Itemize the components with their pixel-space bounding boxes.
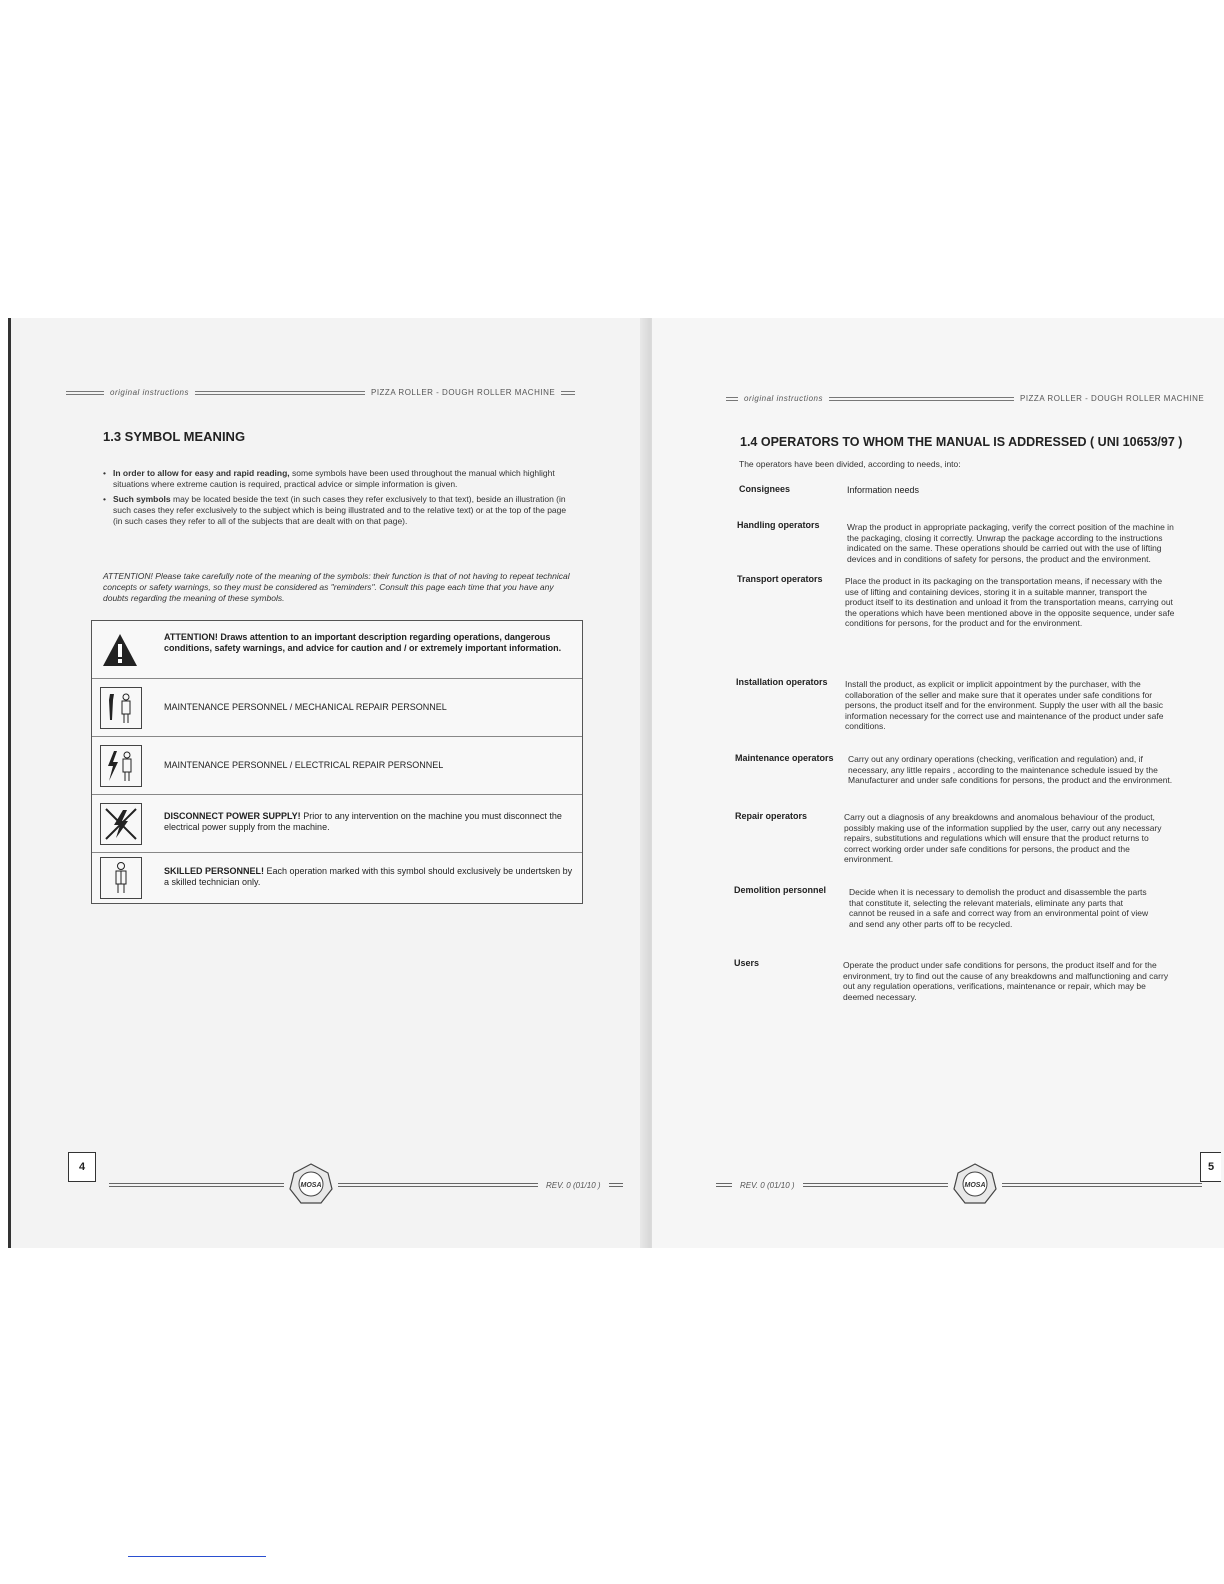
- link-underline: [128, 1556, 266, 1557]
- footer-rule: [109, 1183, 284, 1187]
- footer-rule: [609, 1183, 623, 1187]
- disconnect-power-icon: [100, 803, 142, 845]
- header-original-instructions: original instructions: [110, 388, 189, 397]
- bullet-item: • Such symbols may be located beside the text (in such cases they refer exclusively to that text), beside an illustration (in such cases they refer exclusively to the subject which is being illustrated and to the relative text) or at the top of the page (in such cases they refer to all of the subjects that are dealt with on that page).: [103, 494, 571, 527]
- mechanical-repair-icon: [100, 687, 142, 729]
- header-original-instructions: original instructions: [744, 394, 823, 403]
- symbol-bullets: [103, 468, 571, 531]
- symbol-row-disconnect: [92, 795, 582, 853]
- electrical-repair-icon: [100, 745, 142, 787]
- operator-label: Maintenance operators: [735, 753, 834, 763]
- logo-emblem: [952, 1162, 998, 1208]
- page-number-5: 5: [1200, 1152, 1221, 1182]
- operator-desc: Decide when it is necessary to demolish the product and disassemble the parts that constitute it, selecting the relevant materials, eliminate any parts that cannot be reused in a safe and correct way from an environmental point of view and send any other parts off to be recycled.: [849, 887, 1149, 929]
- left-page: [8, 318, 651, 1248]
- right-page-header: [726, 394, 1222, 403]
- manual-spread: [0, 318, 1224, 1248]
- symbol-desc: MAINTENANCE PERSONNEL / MECHANICAL REPAIR PERSONNEL: [164, 702, 447, 712]
- symbol-table: [91, 620, 583, 904]
- logo-text: MOSA: [964, 1182, 986, 1189]
- header-machine-name: PIZZA ROLLER - DOUGH ROLLER MACHINE: [370, 388, 556, 397]
- symbol-row-electrical: [92, 737, 582, 795]
- operator-desc: Wrap the product in appropriate packaging, verify the correct position of the machine in the packaging, closing it correctly. Unwrap the package according to the instructions indicated on the same. These operations should be carried out with the use of lifting devices and in conditions of safety for persons, the product and the environment.: [847, 522, 1174, 564]
- page-number-4: 4: [68, 1152, 96, 1182]
- header-machine-name: PIZZA ROLLER - DOUGH ROLLER MACHINE: [1019, 394, 1205, 403]
- footer-revision: REV. 0 (01/10 ): [740, 1180, 795, 1190]
- operator-label: Transport operators: [737, 574, 823, 584]
- operator-desc: Carry out a diagnosis of any breakdowns and anomalous behaviour of the product, possibly making use of the information supplied by the user, carry out any necessary repairs, substitutions and regulations which will ensure that the product returns to correct working order under safe conditions for persons, the product and the environment.: [844, 812, 1162, 864]
- header-rule: [829, 397, 1014, 401]
- logo-text: MOSA: [300, 1182, 322, 1189]
- right-page: [652, 318, 1224, 1248]
- operator-desc: Carry out any ordinary operations (checking, verification and regulation) and, if necessary, any little repairs , according to the maintenance schedule issued by the Manufacturer and under safe conditions for persons, the product and the environment.: [848, 754, 1173, 785]
- column-header-information-needs: Information needs: [847, 485, 920, 495]
- symbol-row-mechanical: [92, 679, 582, 737]
- symbol-desc: SKILLED PERSONNEL! Each operation marked with this symbol should exclusively be undertsken by a skilled technician only.: [164, 866, 573, 887]
- header-rule: [726, 397, 738, 401]
- operator-label: Handling operators: [737, 520, 820, 530]
- operator-label: Demolition personnel: [734, 885, 827, 895]
- symbol-desc: ATTENTION! Draws attention to an important description regarding operations, dangerous conditions, safety warnings, and advice for caution and / or extremely important information.: [164, 632, 562, 653]
- section-title-symbol-meaning: 1.3 SYMBOL MEANING: [103, 429, 246, 444]
- header-rule: [66, 391, 104, 395]
- skilled-personnel-icon: [100, 857, 142, 899]
- header-rule: [561, 391, 575, 395]
- symbol-row-attention: [92, 621, 582, 679]
- operator-label: Users: [734, 958, 760, 968]
- warning-triangle-icon: [100, 630, 140, 670]
- operator-desc: Operate the product under safe conditions for persons, the product itself and for the environment, try to find out the cause of any breakdowns and malfunctioning and carry out any regulation operations, verifications, maintenance or repair, which may be deemed necessary.: [843, 960, 1169, 1002]
- footer-rule: [338, 1183, 538, 1187]
- logo-emblem: [288, 1162, 334, 1208]
- operators-intro: The operators have been divided, according to needs, into:: [739, 459, 961, 469]
- attention-note: ATTENTION! Please take carefully note of the meaning of the symbols: their function is that of not having to repeat technical concepts or safety warnings, so they must be considered as "reminders". Consult this page each time that you have any doubts regarding the meaning of these symbols.: [103, 571, 570, 603]
- footer-rule: [716, 1183, 732, 1187]
- operator-desc: Place the product in its packaging on the transportation means, if necessary with the use of lifting and containing devices, storing it in a suitable manner, transport the product itself to its destination and unload it from the transportation means, carrying out the operations which have been mentioned above in the opposite sequence, under safe conditions for persons, for the product and for the environment.: [845, 576, 1175, 628]
- operator-desc: Install the product, as explicit or implicit appointment by the purchaser, with the collaboration of the seller and make sure that it operates under safe conditions for persons, the product itself and for the environment. Supply the user with all the basic information necessary for the correct use and maintenance of the product under safe conditions.: [845, 679, 1164, 731]
- left-page-header: [66, 388, 586, 397]
- symbol-desc: DISCONNECT POWER SUPPLY! Prior to any intervention on the machine you must disconnect the electrical power supply from the machine.: [164, 811, 562, 832]
- footer-revision: REV. 0 (01/10 ): [546, 1180, 601, 1190]
- left-page-footer: [109, 1162, 623, 1208]
- right-page-footer: [716, 1162, 1202, 1208]
- bullet-item: • In order to allow for easy and rapid reading, some symbols have been used throughout the manual which highlight situations where extreme caution is required, practical advice or simple information is given.: [103, 468, 571, 490]
- operator-label: Installation operators: [736, 677, 828, 687]
- operator-label: Repair operators: [735, 811, 808, 821]
- symbol-desc: MAINTENANCE PERSONNEL / ELECTRICAL REPAIR PERSONNEL: [164, 760, 444, 770]
- footer-rule: [1002, 1183, 1202, 1187]
- column-header-consignees: Consignees: [739, 484, 791, 494]
- symbol-row-skilled: [92, 853, 582, 903]
- footer-rule: [803, 1183, 948, 1187]
- section-title-operators: 1.4 OPERATORS TO WHOM THE MANUAL IS ADDRESSED ( UNI 10653/97 ): [740, 435, 1183, 449]
- header-rule: [195, 391, 365, 395]
